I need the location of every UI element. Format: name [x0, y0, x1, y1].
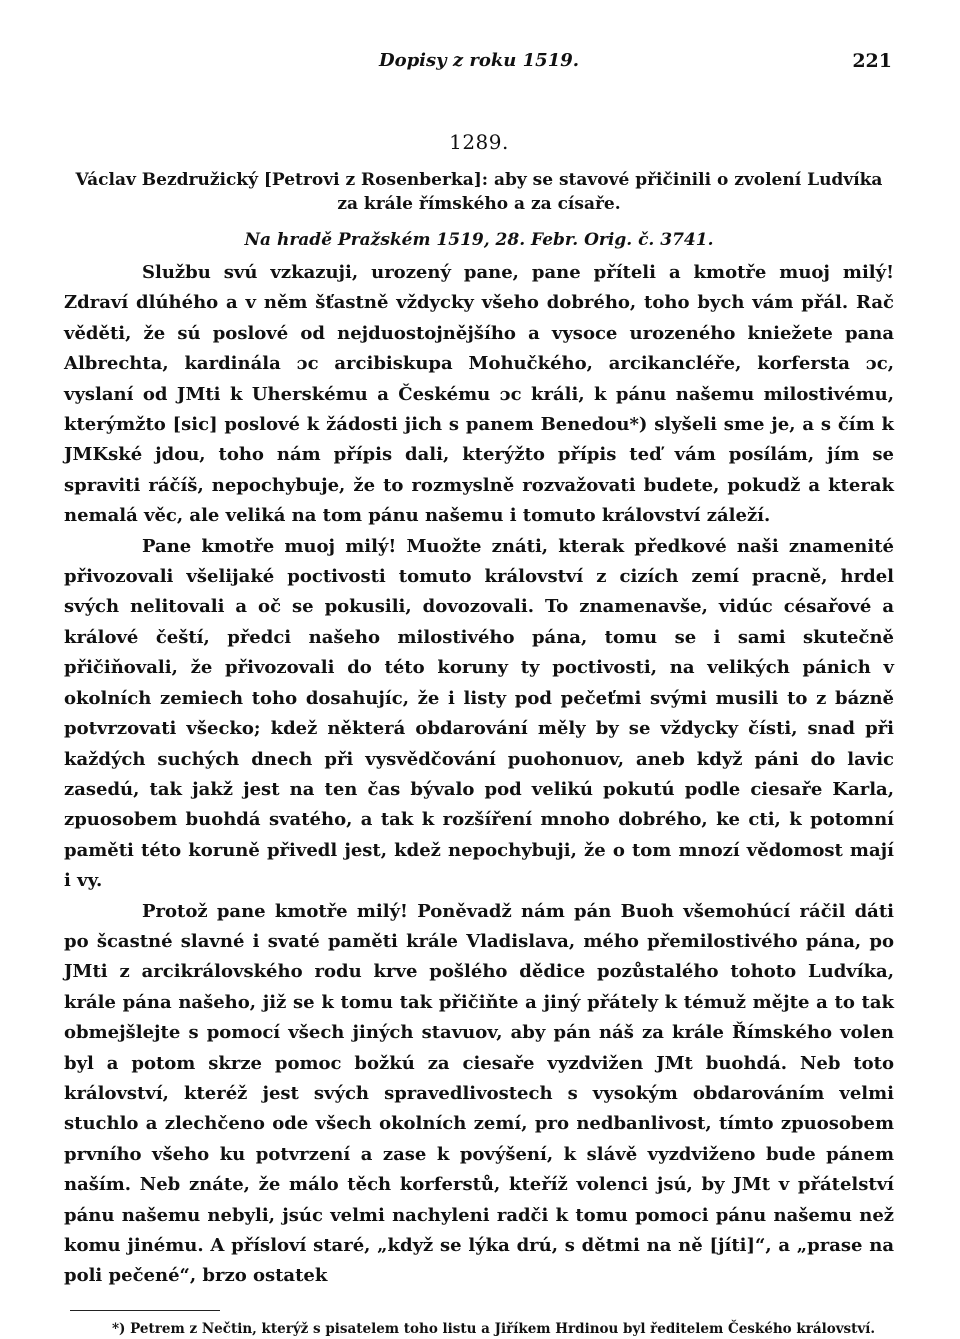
body-paragraph: Pane kmotře muoj milý! Muožte znáti, kterak předkové naši znamenité přivozovali všelijaké poctivosti tomuto království z cizích zemí pracně, hrdel svých nelitovali a oč se pokusili, dovozovali. To znamenavše, vidúc césařové a králové čeští, předci našeho milostivého pána, tomu se i sami skutečně přičiňovali, že přivozovali do této koruny ty poctivosti, na velikých pánich v okolních zemiech toho dosahujíc, že i listy pod pečeťmi svými musili to z bázně potvrzovati všecko; kdež některá obdarování měly by se vždycky čísti, snad při každých suchých dnech při vysvědčování puohonuov, aneb když páni do lavic zasedú, tak jakž jest na ten čas bývalo pod velikú pokutú podle ciesaře Karla, zpuosobem buohdá svatého, a tak k rozšíření mnoho dobrého, ke cti, k potomní paměti této koruně přivedl jest, kdež nepochybuji, že o tom mnozí vědomost mají i vy.: [64, 535, 894, 892]
running-title: Dopisy z roku 1519.: [378, 50, 580, 71]
document-number: 1289.: [449, 130, 509, 154]
footnote: *) Petrem z Nečtin, kterýž s pisatelem toho listu a Jiříkem Hrdinou byl ředitelem Českého království.: [112, 1320, 876, 1337]
footnote-divider: [70, 1310, 220, 1311]
body-paragraph: Protož pane kmotře milý! Poněvadž nám pán Buoh všemohúcí ráčil dáti po šcastné slavné i svaté paměti krále Vladislava, mého přemilostivého pána, po JMti z arcikrálovského rodu krve pošlého dědice pozůstalého tohoto Ludvíka, krále pána našeho, již se k tomu tak přičiňte a jiný přátely k témuž mějte a to tak obmejšlejte s pomocí všech jiných stavuov, aby pán náš za krále Římského volen byl a potom skrze pomoc božkú za ciesaře vyzdvižen JMt buohdá. Neb toto království, kteréž jest svých spravedlivostech s vysokým obdarováním velmi stuchlo a zlechčeno ode všech okolních zemí, pro nedbanlivost, tímto zpuosobem prvního všeho ku potvrzení a zase k povýšení, k slávě vyzdviženo bude pánem naším. Neb znáte, že málo těch korferstů, kteříž volenci jsú, by JMt v přátelství pánu našemu nebyli, jsúc velmi nachyleni radči k tomu pomoci pánu našemu než komu jinému. A přísloví staré, „když se lýka drú, s dětmi na ně [jíti]“, a „prase na poli pečené“, brzo ostatek: [64, 900, 894, 1287]
book-page: [64, 44, 894, 1337]
page-number: 221: [852, 50, 892, 72]
document-summary: Václav Bezdružický [Petrovi z Rosenberka]: aby se stavové přičinili o zvolení Ludvíka za krále římského a za císaře.: [75, 170, 883, 214]
body-paragraph: Službu svú vzkazuji, urozený pane, pane příteli a kmotře muoj milý! Zdraví dlúhého a v něm šťastně vždycky všeho dobrého, toho bych vám přál. Rač věděti, že sú poslové od nejduostojnějšího a vysoce urozeného kniežete pana Albrechta, kardinála ɔc arcibiskupa Mohučkého, arcikancléře, korfersta ɔc, vyslaní od JMti k Uherskému a Českému ɔc králi, k pánu našemu milostivému, kterýmžto [sic] poslové k žádosti jich s panem Benedou*) slyšeli sme je, a s čím k JMKské jdou, toho nám přípis dali, kterýžto přípis teď vám posílám, jím se spraviti ráčíš, nepochybuje, že to rozmyslně rozvažovati budete, pokudž a kterak nemalá věc, ale veliká na tom pánu našemu i tomuto království záleží.: [64, 262, 894, 527]
document-source: Na hradě Pražském 1519, 28. Febr. Orig. č. 3741.: [244, 230, 714, 250]
running-header: [64, 44, 894, 84]
